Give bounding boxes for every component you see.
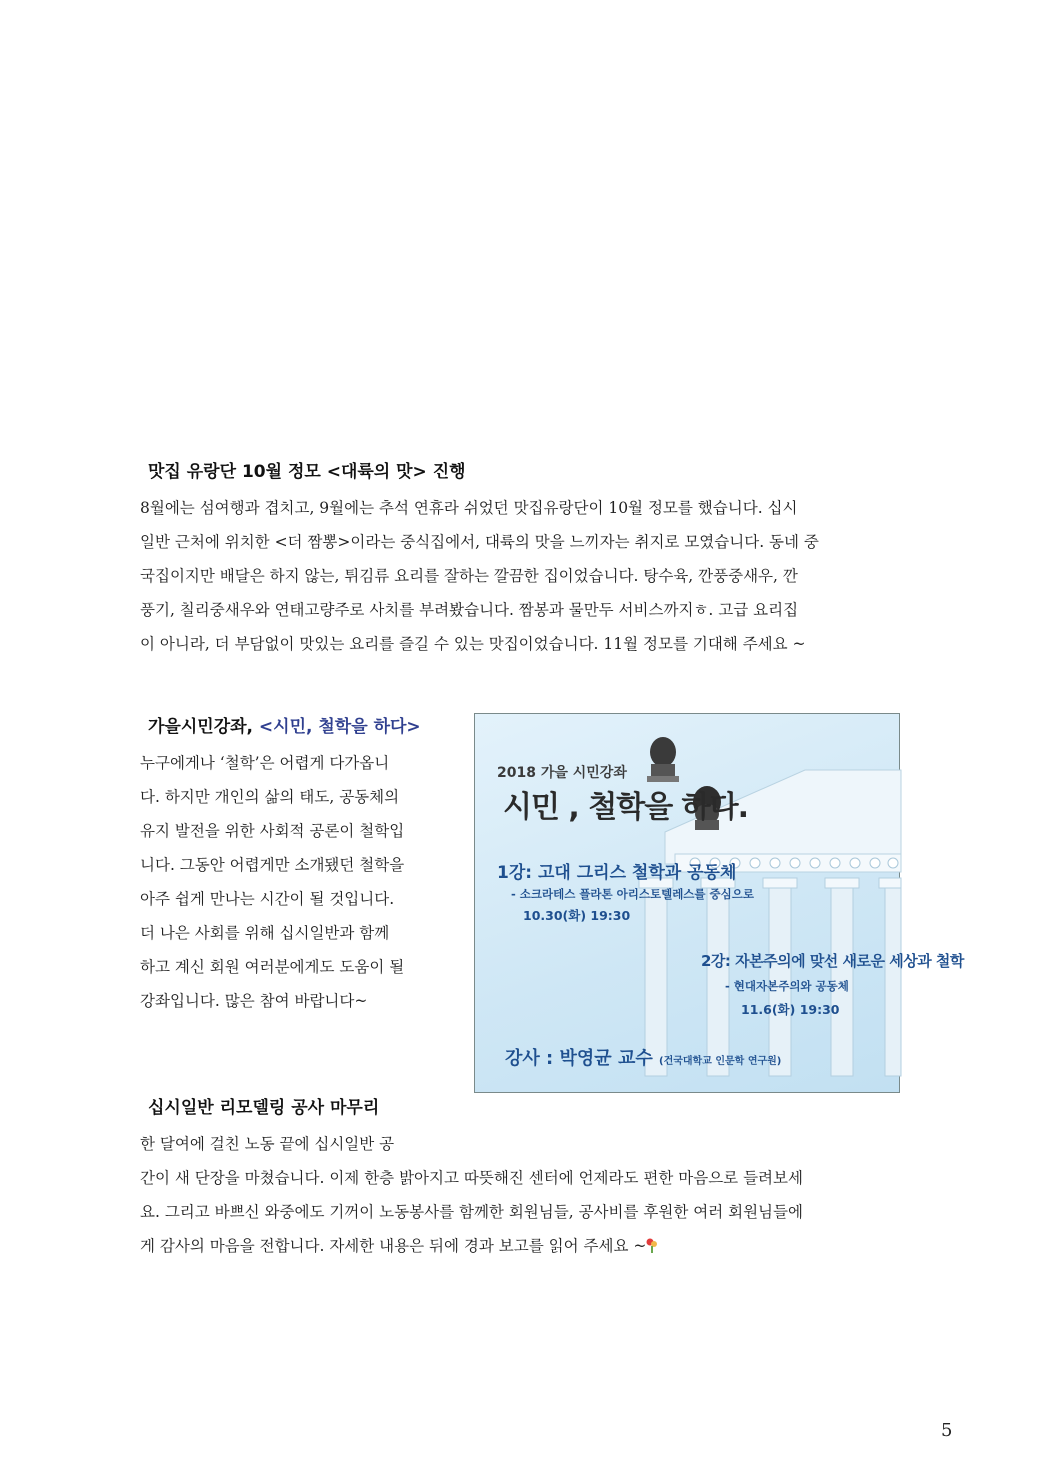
poster-lecture1-subtitle: - 소크라테스 플라톤 아리스토텔레스를 중심으로	[511, 887, 754, 901]
poster-lecture2: 2강: 자본주의에 맞선 새로운 세상과 철학	[701, 952, 964, 970]
text-line: 강좌입니다. 많은 참여 바랍니다~	[140, 992, 368, 1010]
section-title-citizen-lecture	[148, 712, 421, 737]
text-line: 한 달여에 걸친 노동 끝에 십시일반 공	[140, 1135, 395, 1153]
section-title-accent: <시민, 철학을 하다>	[258, 717, 421, 737]
text-line: 누구에게나 ‘철학’은 어렵게 다가옵니	[140, 754, 390, 772]
poster-lecture2-subtitle: - 현대자본주의와 공동체	[725, 979, 849, 993]
section-title-remodeling: 십시일반 리모델링 공사 마무리	[148, 1098, 380, 1118]
text-line: 유지 발전을 위한 사회적 공론이 철학입	[140, 822, 405, 840]
lecture-poster	[474, 713, 964, 1093]
poster-lecture1: 1강: 고대 그리스 철학과 공동체	[497, 863, 737, 883]
text-line-content: 게 감사의 마음을 전합니다. 자세한 내용은 뒤에 경과 보고를 읽어 주세요 ~	[140, 1237, 647, 1255]
text-line: 국집이지만 배달은 하지 않는, 튀김류 요리를 잘하는 깔끔한 집이었습니다. 탕수육, 깐풍중새우, 깐	[140, 567, 798, 585]
section-body-restaurant-meetup	[140, 491, 900, 661]
section-body-remodeling	[140, 1127, 900, 1263]
section-title-restaurant-meetup: 맛집 유랑단 10월 정모 <대륙의 맛> 진행	[148, 462, 466, 482]
section-body-citizen-lecture	[140, 746, 445, 1018]
text-line: 요. 그리고 바쁘신 와중에도 기꺼이 노동봉사를 함께한 회원님들, 공사비를 후원한 여러 회원님들에	[140, 1203, 803, 1221]
poster-lecturer-name: 강사 : 박영균 교수	[505, 1048, 653, 1069]
text-line: 하고 계신 회원 여러분에게도 도움이 될	[140, 958, 405, 976]
poster-lecture2-date: 11.6(화) 19:30	[741, 1002, 840, 1017]
poster-lecture1-date: 10.30(화) 19:30	[523, 908, 631, 923]
text-line: 간이 새 단장을 마쳤습니다. 이제 한층 밝아지고 따뜻해진 센터에 언제라도 편한 마음으로 들려보세	[140, 1169, 803, 1187]
flower-emoji-icon	[646, 1237, 658, 1253]
section-title-plain: 가을시민강좌,	[148, 717, 259, 737]
text-line: 이 아니라, 더 부담없이 맛있는 요리를 즐길 수 있는 맛집이었습니다. 11월 정모를 기대해 주세요 ~	[140, 635, 806, 653]
text-line: 풍기, 칠리중새우와 연태고량주로 사치를 부려봤습니다. 짬봉과 물만두 서비스까지ㅎ. 고급 요리집	[140, 601, 799, 619]
page-number: 5	[941, 1420, 953, 1441]
text-line: 일반 근처에 위치한 <더 짬뽕>이라는 중식집에서, 대륙의 맛을 느끼자는 취지로 모였습니다. 동네 중	[140, 533, 819, 551]
text-line	[140, 1229, 900, 1263]
poster-subtitle: 2018 가을 시민강좌	[497, 765, 627, 781]
poster-lecturer	[505, 1044, 781, 1070]
poster-title: 시민 , 철학을 하다.	[503, 790, 748, 825]
text-line: 8월에는 섬여행과 겹치고, 9월에는 추석 연휴라 쉬었던 맛집유랑단이 10월 정모를 했습니다. 십시	[140, 499, 798, 517]
poster-lecturer-affiliation: (건국대학교 인문학 연구원)	[659, 1056, 782, 1067]
text-line: 다. 하지만 개인의 삶의 태도, 공동체의	[140, 788, 400, 806]
text-line: 아주 쉽게 만나는 시간이 될 것입니다.	[140, 890, 395, 908]
philosopher-bust-icon	[647, 737, 679, 782]
text-line: 니다. 그동안 어렵게만 소개됐던 철학을	[140, 856, 405, 874]
text-line: 더 나은 사회를 위해 십시일반과 함께	[140, 924, 390, 942]
